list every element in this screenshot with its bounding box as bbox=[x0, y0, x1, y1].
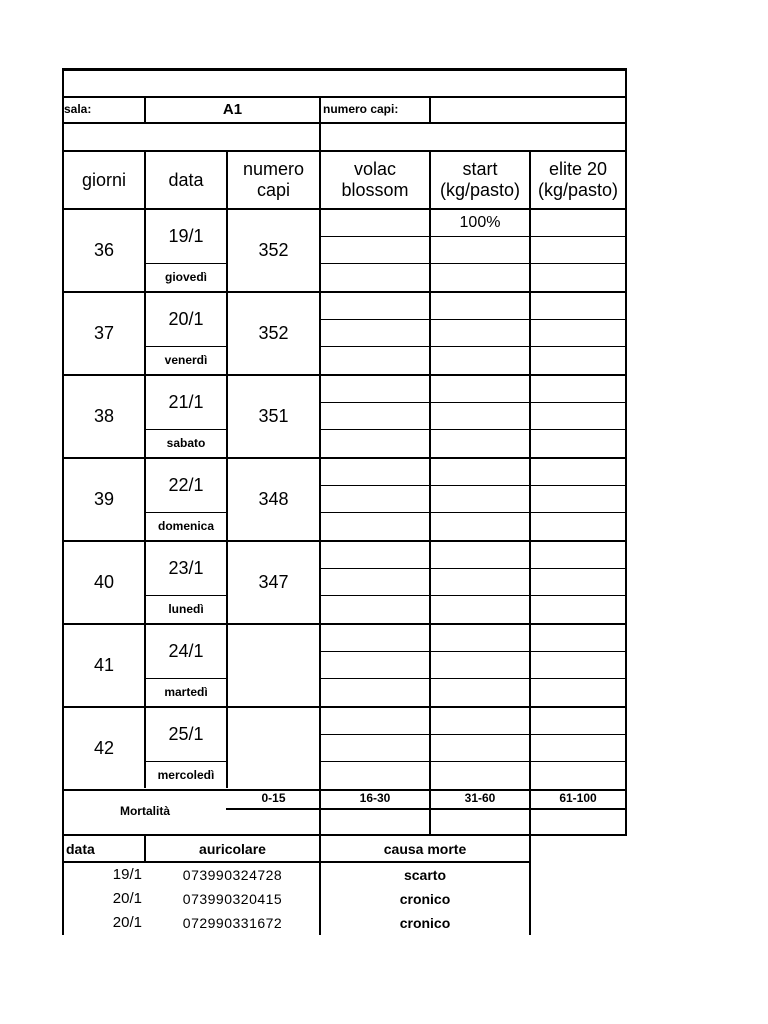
rule bbox=[319, 761, 627, 762]
rule bbox=[319, 678, 627, 679]
col-start: start (kg/pasto) bbox=[439, 159, 521, 200]
start-value bbox=[431, 542, 529, 568]
day-capi bbox=[228, 625, 319, 706]
start-value bbox=[431, 625, 529, 651]
mortalita-range: 31-60 bbox=[464, 791, 496, 806]
start-value bbox=[431, 459, 529, 485]
col-numero-capi: numero capi bbox=[242, 159, 305, 200]
rule bbox=[319, 236, 627, 237]
rule bbox=[319, 651, 627, 652]
day-capi: 347 bbox=[258, 572, 289, 593]
day-date: 25/1 bbox=[168, 724, 204, 745]
numero-capi-value bbox=[431, 98, 625, 122]
day-number: 36 bbox=[93, 240, 115, 261]
day-number: 42 bbox=[93, 738, 115, 759]
day-weekday: domenica bbox=[157, 518, 214, 533]
mortalita-range: 16-30 bbox=[359, 791, 391, 806]
deaths-col-causa: causa morte bbox=[383, 841, 467, 858]
rule bbox=[319, 512, 627, 513]
start-value: 100% bbox=[459, 213, 501, 231]
day-capi: 351 bbox=[258, 406, 289, 427]
death-auricolare: 073990320415 bbox=[182, 890, 283, 907]
day-weekday: mercoledì bbox=[157, 767, 215, 782]
rule bbox=[319, 568, 627, 569]
rule bbox=[319, 734, 627, 735]
death-auricolare: 073990324728 bbox=[182, 866, 283, 883]
rule bbox=[319, 150, 321, 835]
day-date: 20/1 bbox=[168, 309, 204, 330]
right-border bbox=[625, 68, 627, 835]
rule bbox=[529, 150, 531, 935]
day-weekday: venerdì bbox=[164, 352, 208, 367]
col-elite-20: elite 20 (kg/pasto) bbox=[537, 159, 619, 200]
mortalita-range: 0-15 bbox=[261, 791, 286, 806]
rule bbox=[319, 346, 627, 347]
day-date: 21/1 bbox=[168, 392, 204, 413]
day-number: 37 bbox=[93, 323, 115, 344]
top-border bbox=[62, 68, 626, 71]
start-value bbox=[431, 708, 529, 734]
numero-capi-label: numero capi: bbox=[323, 102, 399, 117]
day-date: 23/1 bbox=[168, 558, 204, 579]
day-capi bbox=[228, 708, 319, 789]
col-volac-blossom: volac blossom bbox=[341, 159, 409, 200]
mortalita-range: 61-100 bbox=[559, 791, 597, 806]
deaths-col-auricolare: auricolare bbox=[199, 841, 266, 858]
sala-label: sala: bbox=[64, 102, 92, 117]
rule bbox=[62, 834, 627, 836]
day-weekday: martedì bbox=[164, 684, 208, 699]
day-capi: 352 bbox=[258, 323, 289, 344]
death-causa: cronico bbox=[399, 914, 451, 931]
start-value bbox=[431, 376, 529, 402]
col-data: data bbox=[168, 169, 204, 190]
day-weekday: sabato bbox=[166, 435, 206, 450]
day-date: 22/1 bbox=[168, 475, 204, 496]
rule bbox=[62, 122, 627, 124]
day-number: 41 bbox=[93, 655, 115, 676]
rule bbox=[319, 402, 627, 403]
rule bbox=[319, 319, 627, 320]
col-giorni: giorni bbox=[81, 169, 127, 190]
day-number: 39 bbox=[93, 489, 115, 510]
day-weekday: lunedì bbox=[168, 601, 204, 616]
death-causa: scarto bbox=[403, 866, 447, 883]
day-date: 24/1 bbox=[168, 641, 204, 662]
day-number: 38 bbox=[93, 406, 115, 427]
sala-value: A1 bbox=[222, 101, 243, 119]
death-date: 20/1 bbox=[112, 914, 142, 932]
death-auricolare: 072990331672 bbox=[182, 914, 283, 931]
death-causa: cronico bbox=[399, 890, 451, 907]
death-date: 20/1 bbox=[112, 890, 142, 908]
start-value bbox=[431, 293, 529, 319]
rule bbox=[319, 485, 627, 486]
day-capi: 352 bbox=[258, 240, 289, 261]
death-date: 19/1 bbox=[112, 866, 142, 884]
rule bbox=[319, 595, 627, 596]
rule bbox=[319, 263, 627, 264]
day-weekday: giovedì bbox=[164, 269, 207, 284]
rule bbox=[226, 808, 627, 810]
deaths-col-data: data bbox=[66, 841, 95, 858]
day-number: 40 bbox=[93, 572, 115, 593]
day-date: 19/1 bbox=[168, 226, 204, 247]
mortalita-label: Mortalità bbox=[119, 804, 170, 819]
rule bbox=[319, 429, 627, 430]
day-capi: 348 bbox=[258, 489, 289, 510]
